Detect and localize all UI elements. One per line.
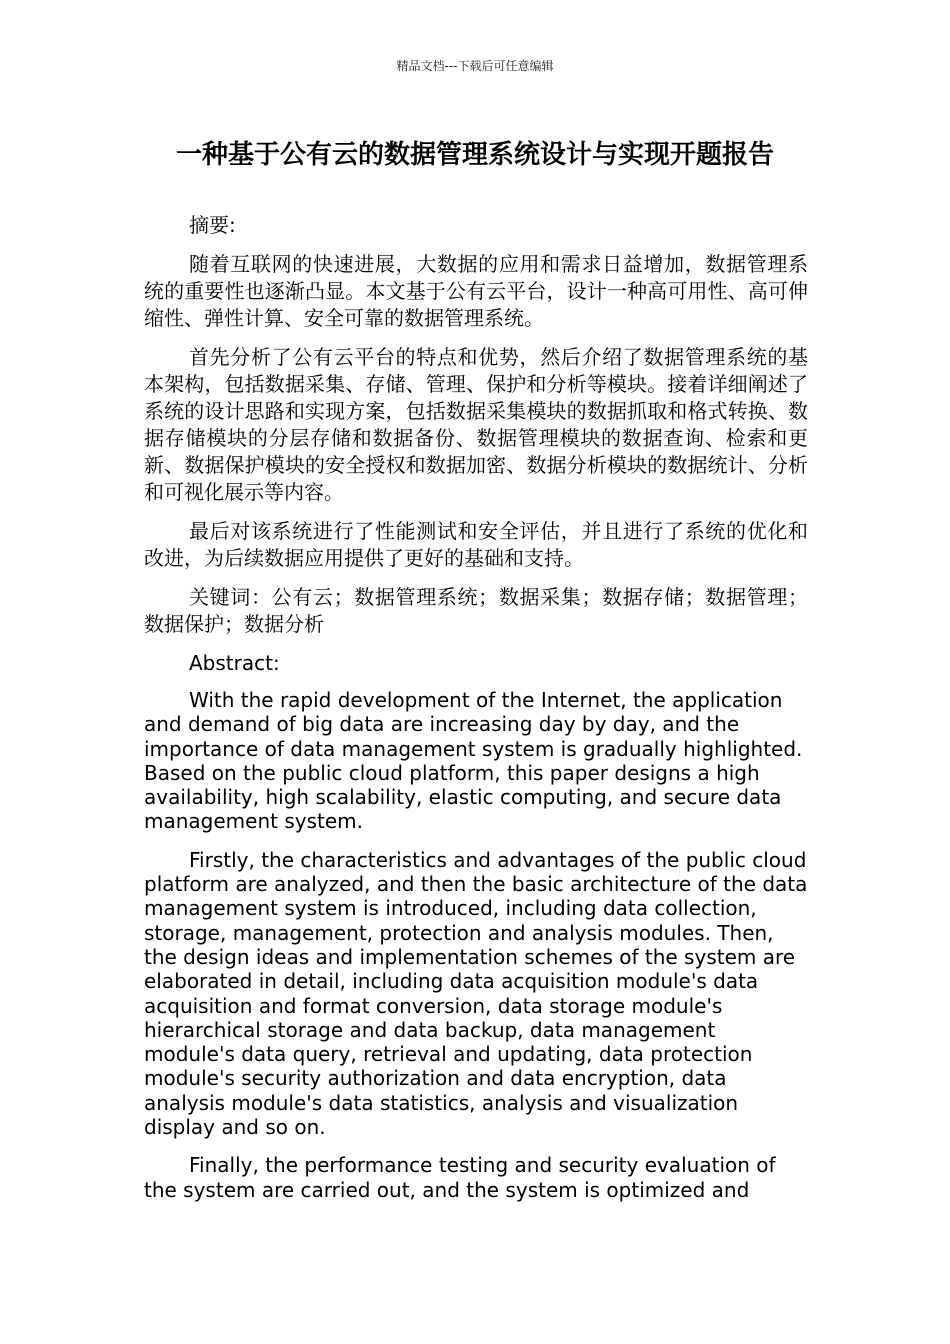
header-note: 精品文档---下载后可任意编辑 [396,59,554,73]
abstract-cn-paragraph: 随着互联网的快速进展，大数据的应用和需求日益增加，数据管理系统的重要性也逐渐凸显。本文基于公有云平台，设计一种高可用性、高可伸缩性、弹性计算、安全可靠的数据管理系统。 [144,252,808,330]
abstract-en-paragraph: Firstly, the characteristics and advantages of the public cloud platform are analyzed, and then the basic architecture of the data management system is introduced, including data collection, storage, management, protection and analysis modules. Then, the design ideas and implementation schemes of the system are elaborated in detail, including data acquisition module's data acquisition and format conversion, data storage module's hierarchical storage and data backup, data management module's data query, retrieval and updating, data protection module's security authorization and data encryption, data analysis module's data statistics, analysis and visualization display and so on. [144,847,808,1140]
abstract-en-label: Abstract: [189,651,280,675]
document-title: 一种基于公有云的数据管理系统设计与实现开题报告 [175,140,774,170]
document-body [144,212,808,1216]
abstract-cn-paragraph: 首先分析了公有云平台的特点和优势，然后介绍了数据管理系统的基本架构，包括数据采集、存储、管理、保护和分析等模块。接着详细阐述了系统的设计思路和实现方案，包括数据采集模块的数据抓取和格式转换、数据存储模块的分层存储和数据备份、数据管理模块的数据查询、检索和更新、数据保护模块的安全授权和数据加密、数据分析模块的数据统计、分析和可视化展示等内容。 [144,345,808,504]
abstract-en-paragraph: With the rapid development of the Internet, the application and demand of big data are increasing day by day, and the importance of data management system is gradually highlighted. Based on the public cloud platform, this paper designs a high availability, high scalability, elastic computing, and secure data management system. [144,688,803,834]
abstract-cn-paragraph: 最后对该系统进行了性能测试和安全评估，并且进行了系统的优化和改进，为后续数据应用提供了更好的基础和支持。 [144,519,808,570]
abstract-en-paragraph: Finally, the performance testing and security evaluation of the system are carried out, and the system is optimized and [144,1153,776,1202]
keywords-cn: 关键词：公有云；数据管理系统；数据采集；数据存储；数据管理；数据保护；数据分析 [144,585,808,636]
abstract-cn-label: 摘要: [189,213,236,237]
